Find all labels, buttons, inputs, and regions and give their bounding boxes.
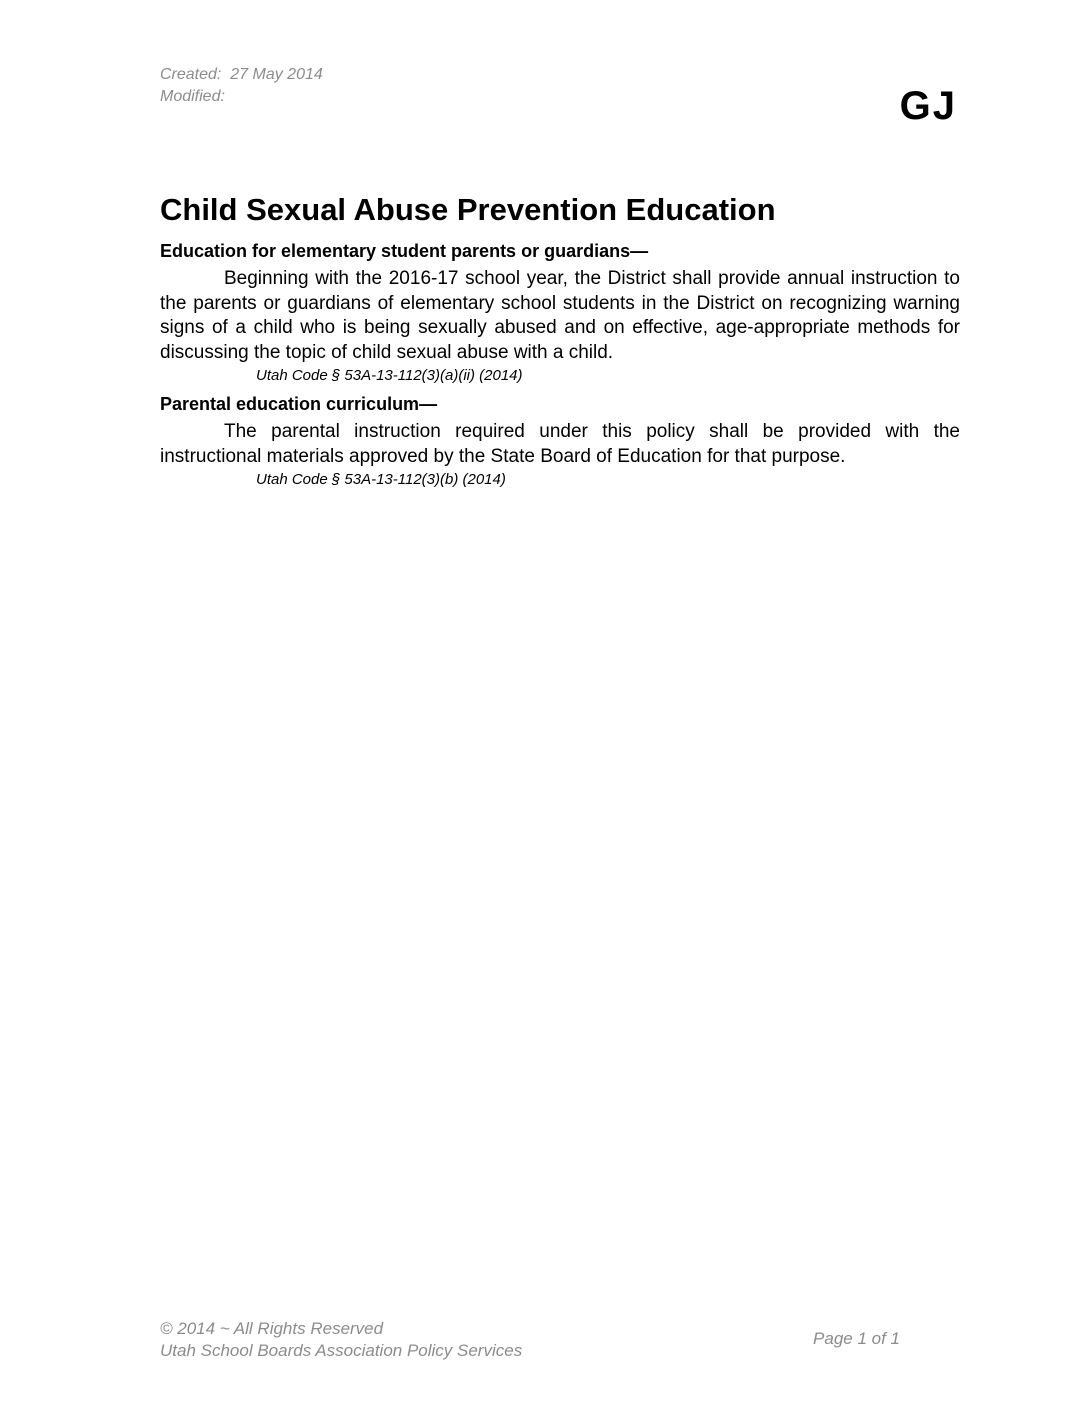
- created-date: Created: 27 May 2014: [160, 66, 323, 83]
- section-paragraph: Beginning with the 2016-17 school year, the District shall provide annual instruction to the parents or guardians of elementary school students in the District on recognizing warning signs of a child who is being sexually abused and on effective, age-appropriate methods for discussing the topic of child sexual abuse with a child.: [160, 268, 960, 363]
- document-metadata: [160, 64, 323, 108]
- copyright-notice: © 2014 ~ All Rights Reserved: [160, 1319, 384, 1338]
- section-parent-education: [160, 238, 960, 387]
- page-number: Page 1 of 1: [813, 1329, 900, 1348]
- policy-code: GJ: [899, 84, 957, 128]
- policy-body: [160, 238, 960, 491]
- section-heading: Education for elementary student parents or guardians—: [160, 241, 649, 261]
- footer-credits: [160, 1318, 522, 1362]
- organization-name: Utah School Boards Association Policy Services: [160, 1341, 523, 1360]
- legal-citation: Utah Code § 53A-13-112(3)(b) (2014): [256, 471, 506, 488]
- page-title: Child Sexual Abuse Prevention Education: [160, 192, 776, 227]
- legal-citation: Utah Code § 53A-13-112(3)(a)(ii) (2014): [256, 367, 523, 384]
- section-parental-curriculum: [160, 391, 960, 491]
- modified-date: Modified:: [160, 88, 225, 105]
- section-paragraph: The parental instruction required under this policy shall be provided with the instructional materials approved by the State Board of Education for that purpose.: [160, 421, 960, 467]
- section-heading: Parental education curriculum—: [160, 394, 438, 414]
